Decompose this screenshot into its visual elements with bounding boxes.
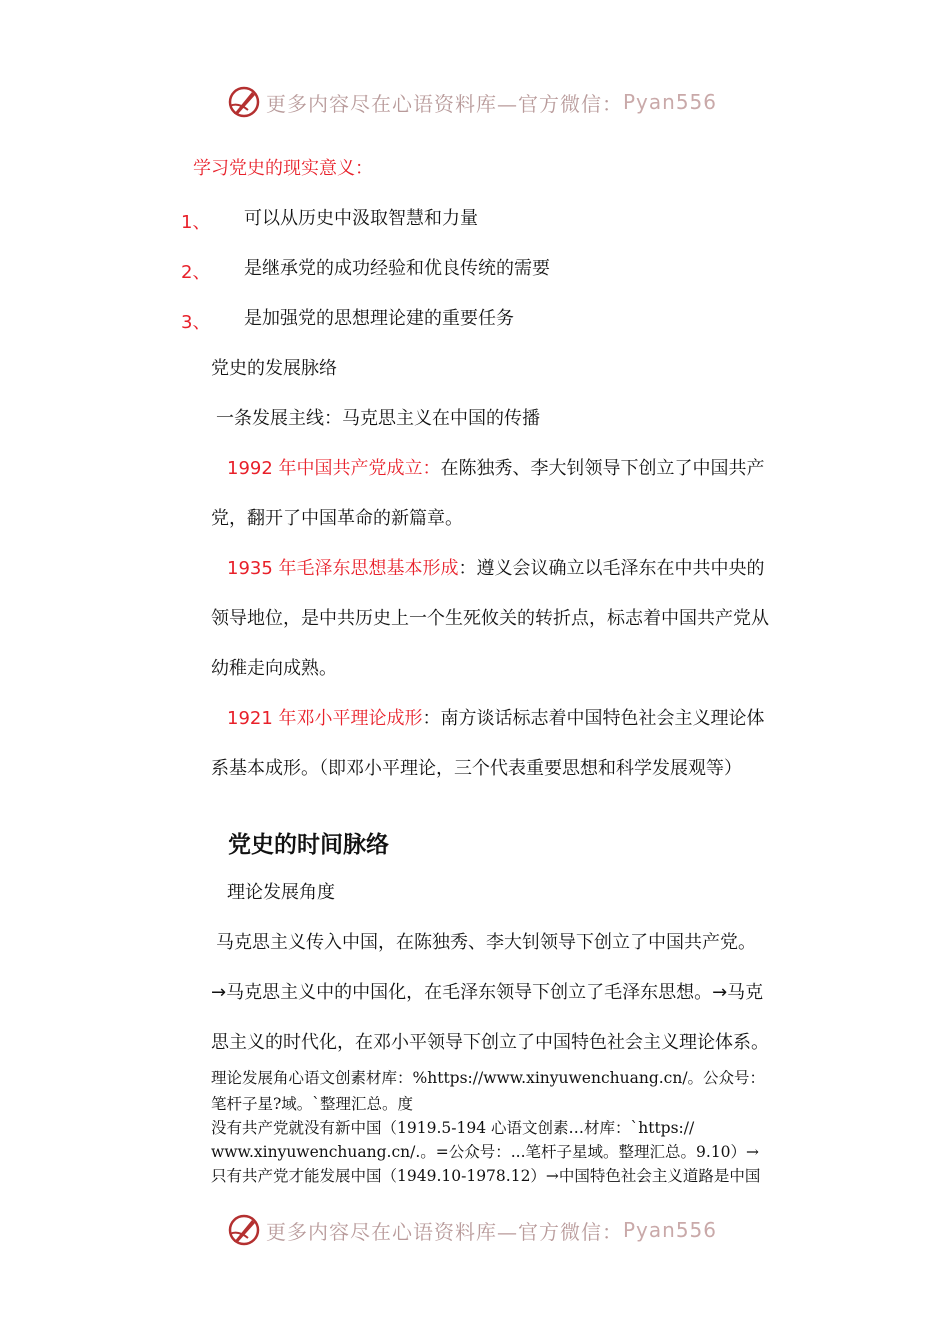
list-number: 1、 [181,212,211,233]
timeline-title: 党史的时间脉络 [228,832,389,858]
event-2 [227,558,765,580]
footer-banner [226,1212,717,1248]
small-text-line: www.xinyuwenchuang.cn/.。=公众号：...笔杆子星域。整理汇总。9.10）→ [211,1143,760,1161]
list-item: 是加强党的思想理论建的重要任务 [244,308,514,329]
header-banner [226,84,717,120]
event-text: 领导地位，是中共历史上一个生死攸关的转折点，标志着中国共产党从 [211,608,769,629]
development-heading: 党史的发展脉络 [211,358,337,379]
small-text-line: 理论发展角心语文创素材库：%https://www.xinyuwenchuang.cn/。公众号： [211,1069,766,1087]
event-1 [227,458,765,480]
list-number: 3、 [181,312,211,333]
event-text: 系基本成形。（即邓小平理论，三个代表重要思想和科学发展观等） [211,758,742,779]
list-item: 可以从历史中汲取智慧和力量 [244,208,478,229]
banner-text: 更多内容尽在心语资料库—官方微信： [266,91,623,116]
event-text: 在陈独秀、李大钊领导下创立了中国共产 [440,458,765,479]
event-text: 党，翻开了中国革命的新篇章。 [211,508,463,529]
quill-logo-icon [226,1212,262,1248]
event-3 [227,708,765,730]
list-item: 是继承党的成功经验和优良传统的需要 [244,258,550,279]
timeline-para-line: →马克思主义中的中国化，在毛泽东领导下创立了毛泽东思想。→马克 [211,982,764,1003]
list-number: 2、 [181,262,211,283]
banner-id: Pyan556 [623,1218,718,1242]
small-text-line: 没有共产党就没有新中国（1919.5-194 心语文创素…材库：`https:// [211,1119,695,1137]
event-text: 幼稚走向成熟。 [211,658,337,679]
development-mainline: 一条发展主线：马克思主义在中国的传播 [216,408,540,429]
event-label: 1935 年毛泽东思想基本形成 [227,558,459,579]
timeline-para-line: 思主义的时代化，在邓小平领导下创立了中国特色社会主义理论体系。 [211,1032,769,1053]
event-label: 1992 年中国共产党成立 [227,458,423,479]
event-text: 南方谈话标志着中国特色社会主义理论体 [440,708,765,729]
section-title: 学习党史的现实意义： [193,158,373,179]
banner-text: 更多内容尽在心语资料库—官方微信： [266,1219,623,1244]
timeline-subtitle: 理论发展角度 [227,882,335,903]
event-label: 1921 年邓小平理论成形 [227,708,423,729]
banner-id: Pyan556 [623,90,718,114]
event-text: 遵义会议确立以毛泽东在中共中央的 [476,558,765,579]
event-sep: ： [422,458,441,479]
small-text-line: 只有共产党才能发展中国（1949.10-1978.12）→中国特色社会主义道路是中国 [211,1167,761,1185]
event-sep: ： [458,558,477,579]
small-text-line: 笔杆子星?域。`整理汇总。度 [211,1095,414,1113]
quill-logo-icon [226,84,262,120]
event-sep: ： [422,708,441,729]
timeline-para-line: 马克思主义传入中国，在陈独秀、李大钊领导下创立了中国共产党。 [216,932,756,953]
